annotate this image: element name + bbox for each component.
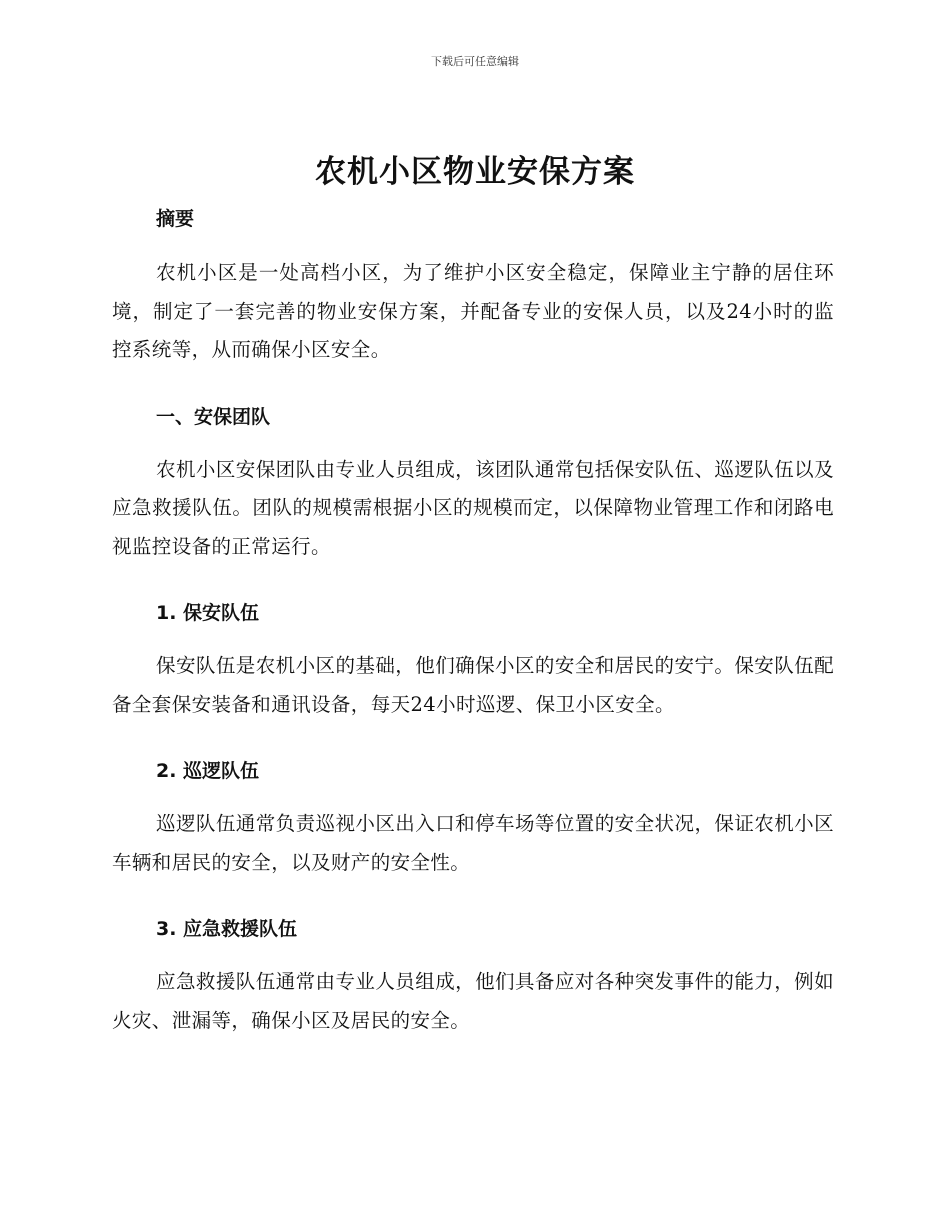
document-body bbox=[112, 202, 834, 1040]
section-paragraph-emergency-team: 应急救援队伍通常由专业人员组成，他们具备应对各种突发事件的能力，例如火灾、泄漏等，确保小区及居民的安全。 bbox=[112, 970, 834, 1032]
document-title: 农机小区物业安保方案 bbox=[315, 154, 635, 190]
section-heading-guard-team: 1. 保安队伍 bbox=[156, 602, 260, 624]
section-heading-abstract: 摘要 bbox=[156, 208, 195, 230]
section-paragraph-security-team: 农机小区安保团队由专业人员组成，该团队通常包括保安队伍、巡逻队伍以及应急救援队伍。团队的规模需根据小区的规模而定，以保障物业管理工作和闭路电视监控设备的正常运行。 bbox=[112, 457, 834, 558]
section-paragraph-patrol-team: 巡逻队伍通常负责巡视小区出入口和停车场等位置的安全状况，保证农机小区车辆和居民的安全，以及财产的安全性。 bbox=[112, 812, 834, 874]
section-heading-security-team: 一、安保团队 bbox=[156, 405, 271, 428]
section-paragraph-abstract: 农机小区是一处高档小区，为了维护小区安全稳定，保障业主宁静的居住环境，制定了一套完善的物业安保方案，并配备专业的安保人员，以及24小时的监控系统等，从而确保小区安全。 bbox=[112, 261, 834, 361]
section-heading-emergency-team: 3. 应急救援队伍 bbox=[156, 918, 298, 940]
section-heading-patrol-team: 2. 巡逻队伍 bbox=[156, 760, 260, 782]
page-header-note: 下载后可任意编辑 bbox=[431, 55, 519, 68]
section-paragraph-guard-team: 保安队伍是农机小区的基础，他们确保小区的安全和居民的安宁。保安队伍配备全套保安装备和通讯设备，每天24小时巡逻、保卫小区安全。 bbox=[112, 654, 834, 716]
